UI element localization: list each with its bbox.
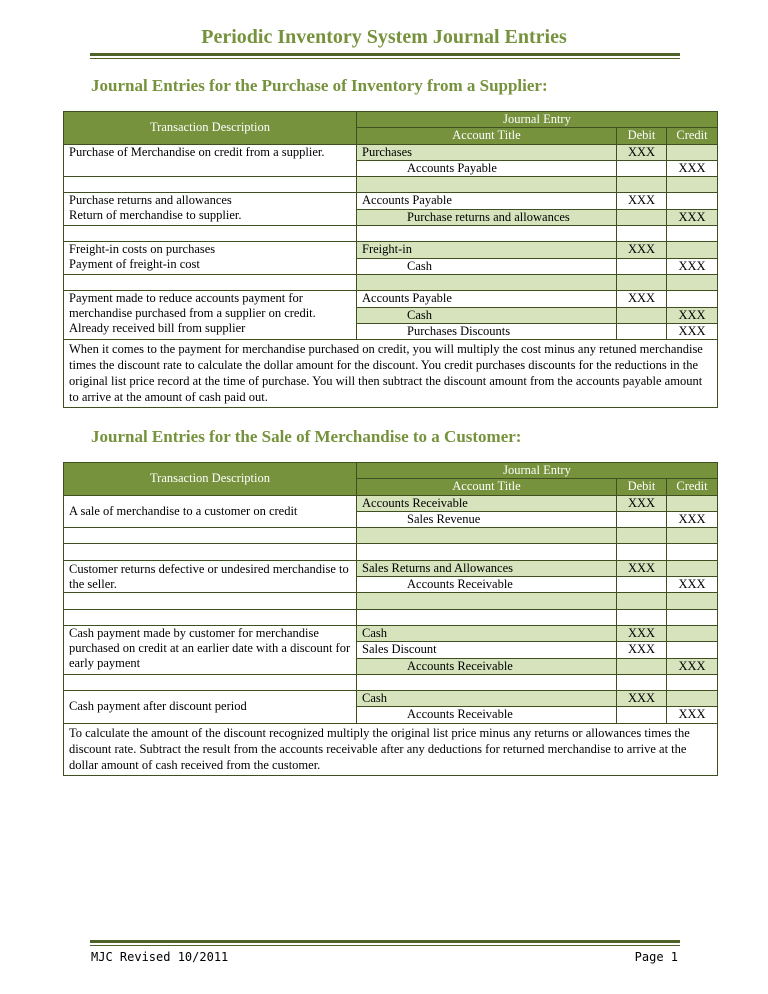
credit-amount: XXX xyxy=(667,160,718,176)
credit-amount xyxy=(667,291,718,307)
debit-amount xyxy=(617,258,667,274)
blank-debit xyxy=(617,674,667,690)
blank-account xyxy=(357,593,617,609)
blank-credit xyxy=(667,528,718,544)
debit-amount xyxy=(617,209,667,225)
blank-account xyxy=(357,609,617,625)
account-title: Cash xyxy=(357,691,617,707)
credit-amount xyxy=(667,691,718,707)
blank-account xyxy=(357,674,617,690)
account-title: Purchases xyxy=(357,144,617,160)
credit-amount: XXX xyxy=(667,258,718,274)
transaction-description: A sale of merchandise to a customer on credit xyxy=(64,495,357,528)
transaction-description: Cash payment made by customer for merchandise purchased on credit at an earlier date with a discount for early payment xyxy=(64,625,357,674)
footer-revision: MJC Revised 10/2011 xyxy=(91,950,229,964)
account-title: Cash xyxy=(357,625,617,641)
blank-description xyxy=(64,528,357,544)
blank-account xyxy=(357,274,617,290)
blank-debit xyxy=(617,177,667,193)
debit-amount xyxy=(617,658,667,674)
blank-description xyxy=(64,274,357,290)
credit-amount: XXX xyxy=(667,707,718,723)
title-rule-thin xyxy=(90,58,680,59)
credit-amount: XXX xyxy=(667,307,718,323)
explanatory-note: To calculate the amount of the discount recognized multiply the original list price minus any returns or allowances times the discount rate. Subtract the result from the accounts receivable after any deductions for returned merchandise to arrive at the dollar amount of cash received from the customer. xyxy=(64,723,718,775)
purchase-heading: Journal Entries for the Purchase of Inventory from a Supplier: xyxy=(91,76,548,95)
debit-amount: XXX xyxy=(617,625,667,641)
credit-amount: XXX xyxy=(667,658,718,674)
transaction-description: Purchase of Merchandise on credit from a supplier. xyxy=(64,144,357,177)
credit-amount xyxy=(667,495,718,511)
debit-amount xyxy=(617,511,667,527)
blank-debit xyxy=(617,544,667,560)
explanatory-note: When it comes to the payment for merchandise purchased on credit, you will multiply the cost minus any retuned merchandise times the discount rate to calculate the dollar amount for the discount. You credit purchases discounts for the reductions in the original list price record at the time of purchase. You will then subtract the discount amount from the accounts payable amount to arrive at the amount of cash paid out. xyxy=(64,340,718,408)
account-title: Accounts Payable xyxy=(357,160,617,176)
credit-amount: XXX xyxy=(667,577,718,593)
credit-amount xyxy=(667,625,718,641)
blank-credit xyxy=(667,226,718,242)
credit-amount xyxy=(667,642,718,658)
blank-account xyxy=(357,177,617,193)
debit-amount: XXX xyxy=(617,291,667,307)
account-title: Accounts Receivable xyxy=(357,495,617,511)
debit-amount xyxy=(617,323,667,339)
blank-description xyxy=(64,593,357,609)
transaction-description: Cash payment after discount period xyxy=(64,691,357,724)
header-account-title: Account Title xyxy=(357,479,617,495)
account-title: Cash xyxy=(357,307,617,323)
account-title: Purchases Discounts xyxy=(357,323,617,339)
header-account-title: Account Title xyxy=(357,128,617,144)
credit-amount: XXX xyxy=(667,323,718,339)
blank-debit xyxy=(617,593,667,609)
footer-rule-thin xyxy=(90,945,680,946)
credit-amount xyxy=(667,560,718,576)
title-rule xyxy=(90,53,680,56)
debit-amount xyxy=(617,577,667,593)
debit-amount: XXX xyxy=(617,242,667,258)
account-title: Accounts Receivable xyxy=(357,707,617,723)
account-title: Accounts Payable xyxy=(357,193,617,209)
blank-description xyxy=(64,177,357,193)
sale-journal-table xyxy=(63,462,718,776)
credit-amount: XXX xyxy=(667,511,718,527)
footer-page-number: Page 1 xyxy=(634,950,678,964)
blank-description xyxy=(64,544,357,560)
account-title: Freight-in xyxy=(357,242,617,258)
account-title: Sales Discount xyxy=(357,642,617,658)
header-journal-entry: Journal Entry xyxy=(357,112,718,128)
account-title: Accounts Payable xyxy=(357,291,617,307)
credit-amount xyxy=(667,193,718,209)
account-title: Sales Revenue xyxy=(357,511,617,527)
blank-account xyxy=(357,226,617,242)
header-transaction-description: Transaction Description xyxy=(64,463,357,496)
transaction-description: Payment made to reduce accounts payment for merchandise purchased from a supplier on credit. Already received bill from supplier xyxy=(64,291,357,340)
account-title: Sales Returns and Allowances xyxy=(357,560,617,576)
blank-debit xyxy=(617,609,667,625)
blank-credit xyxy=(667,593,718,609)
blank-credit xyxy=(667,544,718,560)
header-debit: Debit xyxy=(617,479,667,495)
header-credit: Credit xyxy=(667,128,718,144)
blank-credit xyxy=(667,274,718,290)
sale-heading: Journal Entries for the Sale of Merchandise to a Customer: xyxy=(91,427,522,446)
blank-description xyxy=(64,609,357,625)
transaction-description: Purchase returns and allowances Return of merchandise to supplier. xyxy=(64,193,357,226)
account-title: Purchase returns and allowances xyxy=(357,209,617,225)
blank-credit xyxy=(667,177,718,193)
debit-amount xyxy=(617,307,667,323)
debit-amount: XXX xyxy=(617,144,667,160)
blank-credit xyxy=(667,674,718,690)
blank-debit xyxy=(617,226,667,242)
blank-description xyxy=(64,674,357,690)
header-debit: Debit xyxy=(617,128,667,144)
credit-amount xyxy=(667,144,718,160)
blank-credit xyxy=(667,609,718,625)
blank-account xyxy=(357,544,617,560)
blank-debit xyxy=(617,274,667,290)
debit-amount: XXX xyxy=(617,691,667,707)
debit-amount: XXX xyxy=(617,560,667,576)
footer-rule xyxy=(90,940,680,943)
blank-description xyxy=(64,226,357,242)
credit-amount xyxy=(667,242,718,258)
blank-account xyxy=(357,528,617,544)
header-credit: Credit xyxy=(667,479,718,495)
account-title: Accounts Receivable xyxy=(357,577,617,593)
account-title: Cash xyxy=(357,258,617,274)
transaction-description: Customer returns defective or undesired merchandise to the seller. xyxy=(64,560,357,593)
header-transaction-description: Transaction Description xyxy=(64,112,357,145)
purchase-journal-table xyxy=(63,111,718,408)
transaction-description: Freight-in costs on purchases Payment of freight-in cost xyxy=(64,242,357,275)
debit-amount xyxy=(617,160,667,176)
credit-amount: XXX xyxy=(667,209,718,225)
debit-amount: XXX xyxy=(617,193,667,209)
account-title: Accounts Receivable xyxy=(357,658,617,674)
page-title: Periodic Inventory System Journal Entries xyxy=(201,26,567,48)
debit-amount: XXX xyxy=(617,495,667,511)
blank-debit xyxy=(617,528,667,544)
header-journal-entry: Journal Entry xyxy=(357,463,718,479)
debit-amount xyxy=(617,707,667,723)
debit-amount: XXX xyxy=(617,642,667,658)
